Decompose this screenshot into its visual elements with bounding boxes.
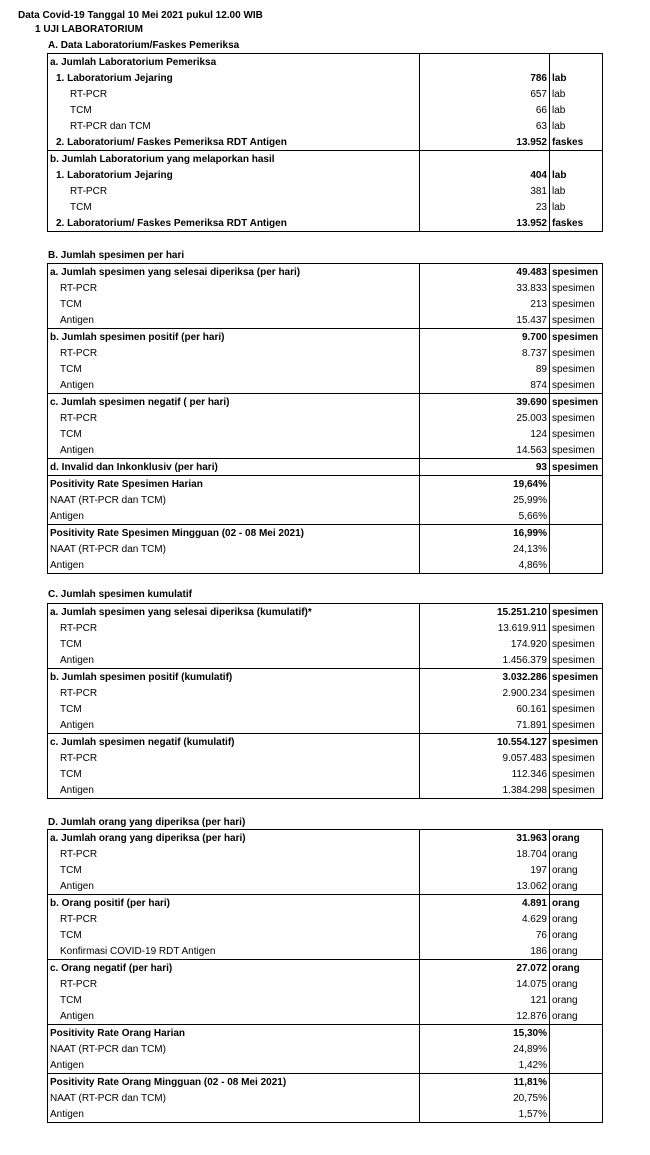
section-heading-uji-laboratorium: 1 UJI LABORATORIUM [35,24,143,35]
row-value: 19,64% [420,476,550,493]
row-value: 381 [420,183,550,199]
row-unit: spesimen [550,296,603,312]
row-label: Antigen [48,717,420,734]
row-value: 786 [420,70,550,86]
row-label: 2. Laboratorium/ Faskes Pemeriksa RDT Antigen [48,134,420,151]
table-row [48,102,603,118]
table-row [48,701,603,717]
row-value: 874 [420,377,550,394]
row-unit: spesimen [550,652,603,669]
row-value: 24,89% [420,1041,550,1057]
row-value [420,54,550,71]
row-unit [550,1074,603,1091]
row-value: 31.963 [420,830,550,847]
row-unit [550,476,603,493]
row-label: TCM [48,766,420,782]
row-unit [550,492,603,508]
table-row [48,750,603,766]
row-value: 4.629 [420,911,550,927]
row-label: Antigen [48,557,420,574]
row-label: b. Jumlah Laboratorium yang melaporkan hasil [48,151,420,168]
row-value: 10.554.127 [420,734,550,751]
row-unit: spesimen [550,394,603,411]
row-unit [550,1041,603,1057]
row-value: 13.952 [420,215,550,232]
row-label: c. Orang negatif (per hari) [48,960,420,977]
row-value: 25.003 [420,410,550,426]
table-row [48,329,603,346]
row-unit: spesimen [550,750,603,766]
row-label: TCM [48,862,420,878]
row-value: 1,57% [420,1106,550,1123]
row-label: a. Jumlah Laboratorium Pemeriksa [48,54,420,71]
row-unit: spesimen [550,345,603,361]
row-value: 24,13% [420,541,550,557]
row-label: TCM [48,927,420,943]
table-row [48,280,603,296]
row-unit: spesimen [550,701,603,717]
section-title-a: A. Data Laboratorium/Faskes Pemeriksa [48,40,240,51]
row-label: RT-PCR [48,410,420,426]
row-value: 16,99% [420,525,550,542]
table-row [48,960,603,977]
row-label: Antigen [48,1008,420,1025]
row-value: 15,30% [420,1025,550,1042]
row-label: Antigen [48,652,420,669]
table-row [48,86,603,102]
row-label: Antigen [48,312,420,329]
row-label: RT-PCR [48,685,420,701]
table-spesimen-kumulatif [47,603,603,799]
row-value: 76 [420,927,550,943]
row-label: Antigen [48,878,420,895]
table-row [48,927,603,943]
row-label: a. Jumlah orang yang diperiksa (per hari) [48,830,420,847]
row-unit: spesimen [550,669,603,686]
row-unit: orang [550,927,603,943]
row-label: RT-PCR [48,750,420,766]
row-value: 66 [420,102,550,118]
row-value: 1,42% [420,1057,550,1074]
row-unit: spesimen [550,361,603,377]
row-unit: orang [550,960,603,977]
row-value: 174.920 [420,636,550,652]
table-row [48,54,603,71]
row-value: 9.057.483 [420,750,550,766]
row-label: a. Jumlah spesimen yang selesai diperiksa (kumulatif)* [48,604,420,621]
table-row [48,459,603,476]
row-value: 1.456.379 [420,652,550,669]
table-row [48,895,603,912]
table-spesimen-per-hari [47,263,603,574]
table-row [48,846,603,862]
row-label: RT-PCR [48,86,420,102]
row-label: b. Jumlah spesimen positif (kumulatif) [48,669,420,686]
row-label: NAAT (RT-PCR dan TCM) [48,492,420,508]
row-label: RT-PCR [48,345,420,361]
row-value [420,151,550,168]
row-label: RT-PCR [48,846,420,862]
row-label: Antigen [48,1106,420,1123]
table-row [48,766,603,782]
row-label: Positivity Rate Orang Harian [48,1025,420,1042]
row-label: Positivity Rate Spesimen Mingguan (02 - 08 Mei 2021) [48,525,420,542]
table-row [48,525,603,542]
row-unit: orang [550,878,603,895]
row-label: Antigen [48,377,420,394]
row-label: TCM [48,992,420,1008]
row-unit: lab [550,199,603,215]
row-unit [550,525,603,542]
table-row [48,1090,603,1106]
table-row [48,134,603,151]
row-unit [550,1106,603,1123]
row-unit: spesimen [550,734,603,751]
row-unit: spesimen [550,636,603,652]
row-label: b. Orang positif (per hari) [48,895,420,912]
row-label: a. Jumlah spesimen yang selesai diperiksa (per hari) [48,264,420,281]
row-unit: lab [550,102,603,118]
table-row [48,557,603,574]
row-value: 33.833 [420,280,550,296]
row-value: 3.032.286 [420,669,550,686]
row-label: Konfirmasi COVID-19 RDT Antigen [48,943,420,960]
table-row [48,636,603,652]
row-value: 11,81% [420,1074,550,1091]
document-title: Data Covid-19 Tanggal 10 Mei 2021 pukul 12.00 WIB [18,10,263,21]
table-row [48,604,603,621]
row-label: 1. Laboratorium Jejaring [48,70,420,86]
table-row [48,312,603,329]
row-value: 13.619.911 [420,620,550,636]
row-unit: orang [550,862,603,878]
row-value: 15.437 [420,312,550,329]
row-label: TCM [48,701,420,717]
row-label: Antigen [48,442,420,459]
row-unit: orang [550,976,603,992]
table-row [48,508,603,525]
row-value: 9.700 [420,329,550,346]
row-unit [550,1025,603,1042]
row-value: 60.161 [420,701,550,717]
table-row [48,476,603,493]
table-row [48,976,603,992]
row-unit: spesimen [550,329,603,346]
row-value: 4.891 [420,895,550,912]
row-value: 23 [420,199,550,215]
row-label: Antigen [48,508,420,525]
table-laboratorium-faskes [47,53,603,232]
section-title-d: D. Jumlah orang yang diperiksa (per hari) [48,817,246,828]
row-label: TCM [48,199,420,215]
row-value: 93 [420,459,550,476]
row-unit [550,557,603,574]
table-row [48,1041,603,1057]
table-row [48,394,603,411]
row-value: 27.072 [420,960,550,977]
table-row [48,70,603,86]
row-unit: spesimen [550,280,603,296]
table-row [48,377,603,394]
row-value: 8.737 [420,345,550,361]
row-label: RT-PCR [48,280,420,296]
row-unit: spesimen [550,620,603,636]
table-row [48,426,603,442]
row-unit: faskes [550,215,603,232]
row-unit [550,1057,603,1074]
row-unit: orang [550,830,603,847]
table-row [48,943,603,960]
row-value: 112.346 [420,766,550,782]
table-orang-diperiksa [47,829,603,1123]
row-label: Positivity Rate Spesimen Harian [48,476,420,493]
row-value: 49.483 [420,264,550,281]
row-label: TCM [48,102,420,118]
table-row [48,215,603,232]
row-value: 197 [420,862,550,878]
row-label: TCM [48,361,420,377]
row-value: 121 [420,992,550,1008]
table-row [48,1057,603,1074]
row-unit: faskes [550,134,603,151]
row-label: d. Invalid dan Inkonklusiv (per hari) [48,459,420,476]
row-label: c. Jumlah spesimen negatif ( per hari) [48,394,420,411]
row-unit [550,54,603,71]
row-unit: spesimen [550,459,603,476]
table-row [48,264,603,281]
row-unit: orang [550,911,603,927]
row-unit: spesimen [550,312,603,329]
row-label: RT-PCR [48,911,420,927]
table-row [48,717,603,734]
row-unit: orang [550,943,603,960]
row-unit [550,541,603,557]
row-label: b. Jumlah spesimen positif (per hari) [48,329,420,346]
row-unit: lab [550,118,603,134]
table-row [48,1025,603,1042]
row-unit: spesimen [550,604,603,621]
table-row [48,782,603,799]
row-value: 63 [420,118,550,134]
table-row [48,992,603,1008]
table-row [48,1008,603,1025]
row-value: 25,99% [420,492,550,508]
row-label: RT-PCR dan TCM [48,118,420,134]
row-unit: spesimen [550,442,603,459]
row-unit: spesimen [550,685,603,701]
row-unit [550,151,603,168]
row-label: NAAT (RT-PCR dan TCM) [48,541,420,557]
table-row [48,296,603,312]
table-row [48,361,603,377]
table-row [48,183,603,199]
section-title-c: C. Jumlah spesimen kumulatif [48,589,192,600]
row-unit: orang [550,895,603,912]
row-label: RT-PCR [48,976,420,992]
table-row [48,167,603,183]
table-row [48,685,603,701]
table-row [48,345,603,361]
row-unit [550,508,603,525]
row-label: RT-PCR [48,620,420,636]
row-value: 18.704 [420,846,550,862]
row-value: 4,86% [420,557,550,574]
row-value: 404 [420,167,550,183]
table-row [48,1074,603,1091]
row-value: 89 [420,361,550,377]
table-row [48,151,603,168]
row-value: 12.876 [420,1008,550,1025]
row-label: NAAT (RT-PCR dan TCM) [48,1041,420,1057]
row-value: 71.891 [420,717,550,734]
table-row [48,878,603,895]
row-label: TCM [48,636,420,652]
row-value: 14.075 [420,976,550,992]
row-label: 1. Laboratorium Jejaring [48,167,420,183]
row-value: 657 [420,86,550,102]
row-unit: spesimen [550,377,603,394]
row-unit: orang [550,1008,603,1025]
table-row [48,652,603,669]
row-label: NAAT (RT-PCR dan TCM) [48,1090,420,1106]
row-value: 13.062 [420,878,550,895]
table-row [48,734,603,751]
row-label: Antigen [48,782,420,799]
table-row [48,118,603,134]
table-row [48,911,603,927]
row-value: 213 [420,296,550,312]
row-label: Antigen [48,1057,420,1074]
row-label: Positivity Rate Orang Mingguan (02 - 08 Mei 2021) [48,1074,420,1091]
row-value: 124 [420,426,550,442]
row-label: c. Jumlah spesimen negatif (kumulatif) [48,734,420,751]
table-row [48,442,603,459]
row-label: TCM [48,296,420,312]
row-unit: spesimen [550,264,603,281]
row-value: 39.690 [420,394,550,411]
row-value: 186 [420,943,550,960]
table-row [48,669,603,686]
row-value: 1.384.298 [420,782,550,799]
row-unit: orang [550,992,603,1008]
row-unit: spesimen [550,717,603,734]
table-row [48,199,603,215]
table-row [48,862,603,878]
row-value: 13.952 [420,134,550,151]
row-label: TCM [48,426,420,442]
table-row [48,492,603,508]
table-row [48,620,603,636]
row-unit: spesimen [550,410,603,426]
row-value: 14.563 [420,442,550,459]
section-title-b: B. Jumlah spesimen per hari [48,250,185,261]
row-unit: orang [550,846,603,862]
row-unit [550,1090,603,1106]
row-unit: lab [550,86,603,102]
row-unit: spesimen [550,426,603,442]
row-value: 5,66% [420,508,550,525]
table-row [48,541,603,557]
table-row [48,1106,603,1123]
row-value: 20,75% [420,1090,550,1106]
row-label: RT-PCR [48,183,420,199]
table-row [48,830,603,847]
row-value: 2.900.234 [420,685,550,701]
row-unit: lab [550,183,603,199]
row-unit: spesimen [550,766,603,782]
row-unit: lab [550,167,603,183]
table-row [48,410,603,426]
row-unit: spesimen [550,782,603,799]
row-label: 2. Laboratorium/ Faskes Pemeriksa RDT Antigen [48,215,420,232]
row-value: 15.251.210 [420,604,550,621]
row-unit: lab [550,70,603,86]
